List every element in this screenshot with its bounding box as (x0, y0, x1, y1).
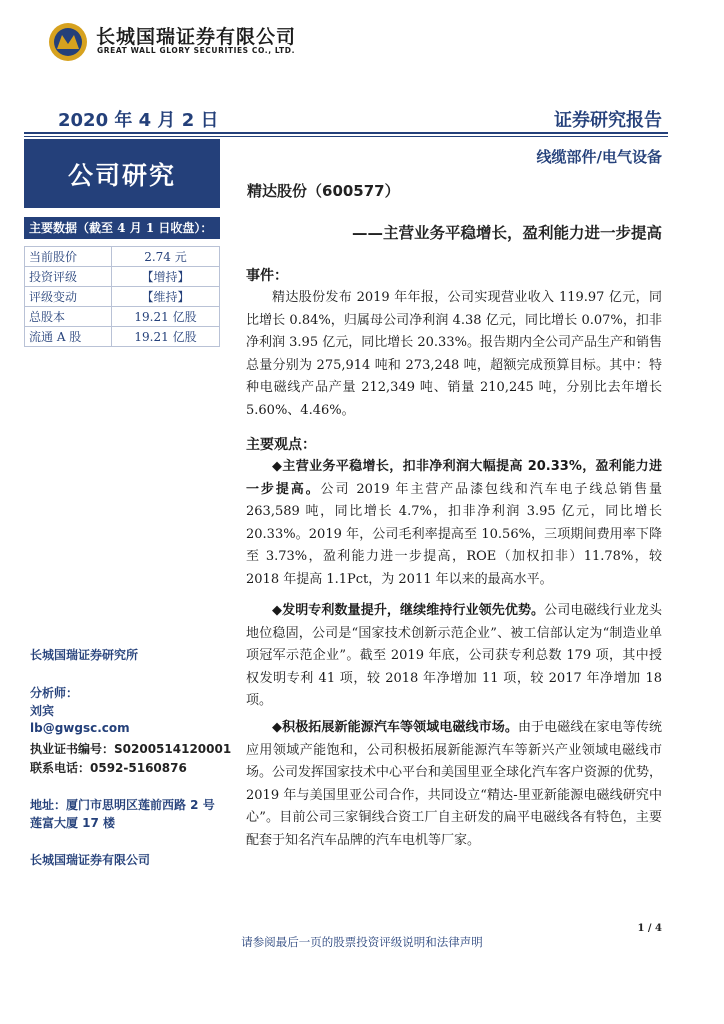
sidebar-company: 长城国瑞证券有限公司 (30, 853, 151, 867)
table-cell-value: 【增持】 (112, 267, 220, 287)
company-name-cn: 长城国瑞证券有限公司 (96, 26, 297, 48)
table-cell-value: 2.74 元 (112, 247, 220, 267)
view-point-2 (246, 600, 662, 713)
report-type: 证券研究报告 (554, 110, 662, 131)
view-point-lead: ◆主营业务平稳增长，扣非净利润大幅提高 20.33%，盈利能力进一步提高。 (246, 459, 662, 497)
contact-phone: 联系电话：0592-5160876 (30, 761, 187, 775)
analyst-email[interactable]: lb@gwgsc.com (30, 721, 130, 735)
table-cell-value: 19.21 亿股 (112, 307, 220, 327)
view-point-text: 公司 2019 年主营产品漆包线和汽车电子线总销售量 263,589 吨，同比增长 4.7%，扣非净利润 3.95 亿元，同比增长 20.33%。2019 年，公司毛利率提高至 10.56%，三项期间费用率下降至 3.73%，盈利能力进一步提高，ROE（加权扣非）11.78%，较 2018 年提高 1.1Pct，为 2011 年以来的最高水平。 (246, 481, 662, 587)
report-date: 2020 年 4 月 2 日 (58, 110, 219, 131)
table-row (25, 287, 220, 307)
table-cell-label: 流通 A 股 (25, 327, 112, 347)
table-row (25, 307, 220, 327)
views-heading: 主要观点： (246, 437, 316, 453)
event-paragraph (246, 287, 662, 423)
view-point-lead: ◆积极拓展新能源汽车等领域电磁线市场。 (272, 720, 518, 735)
key-data-title: 主要数据（截至 4 月 1 日收盘）： (24, 217, 220, 239)
page-number: 1 / 4 (637, 923, 662, 934)
table-cell-label: 投资评级 (25, 267, 112, 287)
table-row (25, 327, 220, 347)
key-data-table (24, 246, 220, 347)
view-point-text: 由于电磁线在家电等传统应用领域产能饱和，公司积极拓展新能源汽车等新兴产业领域电磁线市场。公司发挥国家技术中心平台和美国里亚全球化汽车客户资源的优势，2019 年与美国里亚公司合作，共同设立“精达-里亚新能源电磁线研究中心”。目前公司三家铜线合资工厂自主研发的扁平电磁线各有特色，主要配套于知名汽车品牌的汽车电机等厂家。 (246, 720, 663, 848)
company-name-en: GREAT WALL GLORY SECURITIES CO., LTD. (97, 46, 296, 55)
header-divider-thin (24, 136, 668, 137)
header-divider (24, 132, 668, 134)
event-text: 精达股份发布 2019 年年报，公司实现营业收入 119.97 亿元，同比增长 0.84%，归属母公司净利润 4.38 亿元，同比增长 0.07%，扣非净利润 3.95 亿元，同比增长 20.33%。报告期内全公司产品生产和销售总量分别为 275,914 吨和 273,248 吨，超额完成预算目标。其中：特种电磁线产品产量 212,349 吨、销量 210,245 吨，分别比去年增长 5.60%、4.46%。 (246, 290, 662, 418)
section-banner: 公司研究 (24, 139, 220, 208)
company-logo-icon (48, 22, 88, 62)
table-cell-label: 总股本 (25, 307, 112, 327)
address-line-2: 莲富大厦 17 楼 (30, 816, 116, 830)
table-cell-label: 当前股价 (25, 247, 112, 267)
table-row (25, 267, 220, 287)
cert-number: 执业证书编号：S0200514120001 (30, 742, 232, 756)
footer-disclaimer: 请参阅最后一页的股票投资评级说明和法律声明 (241, 935, 483, 949)
analyst-name: 刘宾 (30, 704, 55, 718)
industry-label: 线缆部件/电气设备 (536, 148, 662, 166)
address-line-1: 地址：厦门市思明区莲前西路 2 号 (30, 798, 215, 812)
view-point-lead: ◆发明专利数量提升，继续维持行业领先优势。 (272, 603, 545, 618)
event-heading: 事件： (246, 268, 288, 284)
view-point-1 (246, 456, 662, 592)
view-point-text: 公司电磁线行业龙头地位稳固，公司是“国家技术创新示范企业”、被工信部认定为“制造业单项冠军示范企业”。截至 2019 年底，公司获专利总数 179 项，其中授权发明专利 41 项，较 2018 年净增加 11 项，较 2017 年净增加 18 项。 (246, 603, 662, 709)
view-point-3 (246, 717, 662, 853)
table-cell-label: 评级变动 (25, 287, 112, 307)
institute-name: 长城国瑞证券研究所 (30, 648, 139, 662)
report-subtitle: ——主营业务平稳增长，盈利能力进一步提高 (351, 224, 662, 242)
stock-title: 精达股份（600577） (247, 182, 400, 200)
table-cell-value: 【维持】 (112, 287, 220, 307)
table-cell-value: 19.21 亿股 (112, 327, 220, 347)
analyst-label: 分析师： (30, 686, 79, 700)
table-row (25, 247, 220, 267)
